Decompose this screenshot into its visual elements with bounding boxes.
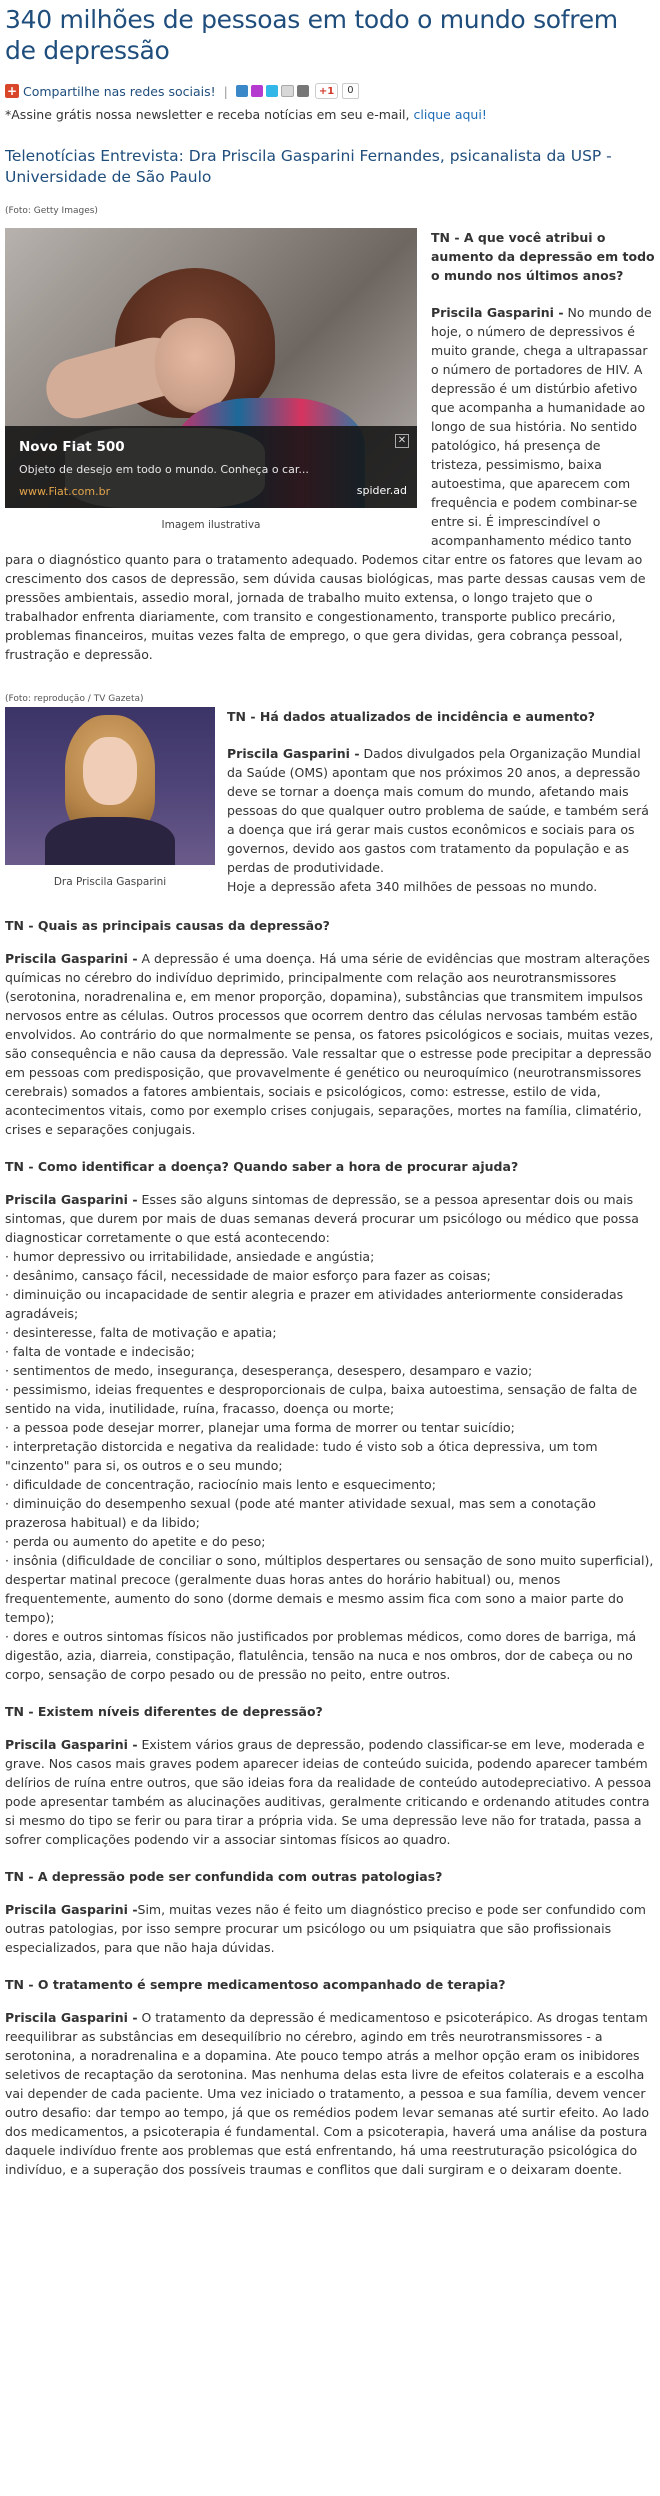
symptom-item: · a pessoa pode desejar morrer, planejar uma forma de morrer ou tentar suicídio; xyxy=(5,1420,515,1435)
figure-2 xyxy=(5,707,215,892)
figure-caption-1: Imagem ilustrativa xyxy=(161,519,261,531)
ad-description[interactable]: Objeto de desejo em todo o mundo. Conheça o car... xyxy=(19,463,309,476)
share-link[interactable]: Compartilhe nas redes sociais! xyxy=(23,83,216,99)
depressed-woman-photo xyxy=(5,228,417,508)
question-1: TN - A que você atribui o aumento da depressão em todo o mundo nos últimos anos? xyxy=(431,230,655,283)
figure-caption-2: Dra Priscila Gasparini xyxy=(53,876,167,888)
newsletter-note xyxy=(5,107,655,122)
photo-credit-2: (Foto: reprodução / TV Gazeta) xyxy=(5,694,144,704)
question-3: TN - Quais as principais causas da depressão? xyxy=(5,918,330,933)
answer-5: Priscila Gasparini - Existem vários graus de depressão, podendo classificar-se em leve, moderada e grave. Nos casos mais graves podem aparecer ideias de conteúdo suicida, podendo aparecer também delírios de ruína entre outros, que são ideias fora da realidade de conteúdo autodepreciativo. A pessoa pode apresentar também as alucinações auditivas, geralmente criticando e ordenando atitudes contra si mesmo do tipo se ferir ou para tirar a própria vida. Se uma depressão leve não for tratada, passa a sofrer complicações podendo vir a associar sintomas físicos ao quadro. xyxy=(5,1737,652,1847)
newsletter-link[interactable]: clique aqui! xyxy=(413,107,487,122)
print-icon[interactable] xyxy=(297,85,309,97)
orkut-icon[interactable] xyxy=(236,85,248,97)
answer-6: Priscila Gasparini -Sim, muitas vezes não é feito um diagnóstico preciso e pode ser confundido com outras patologias, por isso sempre procurar um psicólogo ou um psiquiatra que são profissionais especializados, para que não haja dúvidas. xyxy=(5,1902,646,1955)
question-5: TN - Existem níveis diferentes de depressão? xyxy=(5,1704,323,1719)
symptom-item: · falta de vontade e indecisão; xyxy=(5,1344,195,1359)
section-5 xyxy=(5,1702,655,1849)
speaker-1: Priscila Gasparini - xyxy=(431,305,564,320)
section-6 xyxy=(5,1867,655,1957)
symptom-item: · perda ou aumento do apetite e do peso; xyxy=(5,1534,266,1549)
symptom-item: · pessimismo, ideias frequentes e desproporcionais de culpa, baixa autoestima, sensação de falta de sentido na vida, inutilidade, ruína, fracasso, doença ou morte; xyxy=(5,1382,638,1416)
answer-2: Priscila Gasparini - Dados divulgados pela Organização Mundial da Saúde (OMS) apontam que nos próximos 20 anos, a depressão deve se tornar a doença mais comum do mundo, afetando mais pessoas do que qualquer outro problema de saúde, e também será a doença que irá gerar mais custos econômicos e sociais para os governos, devido aos gastos com tratamento da população e as perdas de produtividade. xyxy=(227,746,649,875)
symptom-item: · sentimentos de medo, insegurança, desesperança, desespero, desamparo e vazio; xyxy=(5,1363,533,1378)
speaker-4: Priscila Gasparini - xyxy=(5,1192,138,1207)
gplus-button[interactable]: +1 xyxy=(315,83,338,99)
article-title: 340 milhões de pessoas em todo o mundo sofrem de depressão xyxy=(5,5,618,65)
close-icon[interactable]: ✕ xyxy=(395,434,409,448)
article-subtitle: Telenotícias Entrevista: Dra Priscila Gasparini Fernandes, psicanalista da USP - Universidade de São Paulo xyxy=(5,147,612,186)
answer-2-extra: Hoje a depressão afeta 340 milhões de pessoas no mundo. xyxy=(227,879,598,894)
question-2: TN - Há dados atualizados de incidência e aumento? xyxy=(227,709,596,724)
speaker-7: Priscila Gasparini - xyxy=(5,2010,138,2025)
twitter-icon[interactable] xyxy=(266,85,278,97)
section-1 xyxy=(5,228,655,664)
speaker-5: Priscila Gasparini - xyxy=(5,1737,138,1752)
ad-url[interactable]: www.Fiat.com.br xyxy=(19,485,111,498)
photo-credit-1: (Foto: Getty Images) xyxy=(5,206,98,216)
answer-3: Priscila Gasparini - A depressão é uma doença. Há uma série de evidências que mostram alterações químicas no cérebro do indivíduo deprimido, principalmente com relação aos neurotransmissores (serotonina, noradrenalina e, em menor proporção, dopamina), substâncias que transmitem impulsos nervosos entre as células. Outros processos que ocorrem dentro das células nervosas também estão envolvidos. Ao contrário do que normalmente se pensa, os fatores psicológicos e sociais, muitas vezes, são consequência e não causa da depressão. Vale ressaltar que o estresse pode precipitar a depressão em pessoas com predisposição, que provavelmente é genético ou neuroquímico (neurotransmissores cerebrais) somados a fatores ambientais, sociais e psicológicos, como: estresse, estilo de vida, acontecimentos vitais, como por exemplo crises conjugais, separações, mortes na família, climatério, crises e separações conjugais. xyxy=(5,951,654,1137)
share-separator: | xyxy=(223,83,228,99)
gplus-count: 0 xyxy=(342,83,358,99)
myspace-icon[interactable] xyxy=(251,85,263,97)
speaker-2: Priscila Gasparini - xyxy=(227,746,360,761)
question-4: TN - Como identificar a doença? Quando saber a hora de procurar ajuda? xyxy=(5,1159,519,1174)
section-7 xyxy=(5,1975,655,2179)
symptom-item: · interpretação distorcida e negativa da realidade: tudo é visto sob a ótica depressiva, um tom "cinzento" para si, os outros e o seu mundo; xyxy=(5,1439,598,1473)
symptom-item: · desinteresse, falta de motivação e apatia; xyxy=(5,1325,277,1340)
symptom-item: · insônia (dificuldade de conciliar o sono, múltiplos despertares ou sensação de sono muito superficial), despertar matinal precoce (geralmente duas horas antes do horário habitual) ou, menos frequentemente, aumento do sono (dorme demais e mesmo assim fica com sono a maior parte do tempo); xyxy=(5,1553,654,1625)
answer-4: Priscila Gasparini - Esses são alguns sintomas de depressão, se a pessoa apresentar dois ou mais sintomas, que durem por mais de duas semanas deverá procurar um psicólogo ou médico que possa diagnosticar corretamente o que está acontecendo: xyxy=(5,1192,639,1245)
section-4 xyxy=(5,1157,655,1684)
ad-brand[interactable]: spider.ad xyxy=(356,484,407,497)
question-6: TN - A depressão pode ser confundida com outras patologias? xyxy=(5,1869,443,1884)
ad-banner[interactable] xyxy=(5,426,417,508)
symptom-item: · humor depressivo ou irritabilidade, ansiedade e angústia; xyxy=(5,1249,375,1264)
answer-7: Priscila Gasparini - O tratamento da depressão é medicamentoso e psicoterápico. As drogas tentam reequilibrar as substâncias em desequilíbrio no cérebro, agindo em três neurotransmissores - a serotonina, a noradrenalina e a dopamina. Ate pouco tempo atrás a melhor opção eram os inibidores seletivos de recaptação da serotonina. Mas nenhuma delas esta livre de efeitos colaterais e a escolha vai depender de cada paciente. Uma vez iniciado o tratamento, a pessoa e sua família, devem vencer outro desafio: dar tempo ao tempo, já que os remédios podem levar semanas até surtir efeito. Ao lado dos medicamentos, a psicoterapia é fundamental. Com a psicoterapia, haverá uma análise da postura daquele indivíduo frente aos problemas que está enfrentando, há uma reestruturação psicológica do indivíduo, e a superação dos possíveis traumas e conflitos que dali surgiram e o deixaram doente. xyxy=(5,2010,650,2177)
share-bar xyxy=(5,80,655,102)
answer-1: Priscila Gasparini - No mundo de hoje, o número de depressivos é muito grande, chega a ultrapassar o número de portadores de HIV. A depressão é um distúrbio afetivo que acompanha a humanidade ao longo de sua história. No sentido patológico, há presença de tristeza, pessimismo, baixa autoestima, que aparecem com frequência e podem combinar-se entre si. É imprescindível o acompanhamento médico tanto para o diagnóstico quanto para o tratamento adequado. Podemos citar entre os fatores que levam ao crescimento dos casos de depressão, sem dúvida causas biológicas, mas parte dessas causas vem de pressões ambientais, assedio moral, jornada de trabalho muito extensa, o longo trajeto que o trabalhador enfrenta diariamente, com transito e congestionamento, transporte publico precário, problemas financeiros, muitas vezes falta de emprego, o que gera dividas, gera cobrança pessoal, frustração e depressão. xyxy=(5,305,652,662)
priscila-gasparini-photo xyxy=(5,707,215,865)
symptom-item: · dificuldade de concentração, raciocínio mais lento e esquecimento; xyxy=(5,1477,436,1492)
symptom-item: · desânimo, cansaço fácil, necessidade de maior esforço para fazer as coisas; xyxy=(5,1268,491,1283)
email-icon[interactable] xyxy=(281,85,294,97)
newsletter-text: *Assine grátis nossa newsletter e receba notícias em seu e-mail, xyxy=(5,107,410,122)
symptom-item: · diminuição do desempenho sexual (pode até manter atividade sexual, mas sem a conotação prazerosa habitual) e da libido; xyxy=(5,1496,596,1530)
figure-1 xyxy=(5,228,417,535)
symptom-item: · dores e outros sintomas físicos não justificados por problemas médicos, como dores de barriga, má digestão, azia, diarreia, constipação, flatulência, tensão na nuca e nos ombros, dor de cabeça ou no corpo, sensação de corpo pesado ou de pressão no peito, entre outros. xyxy=(5,1629,637,1682)
ad-title[interactable]: Novo Fiat 500 xyxy=(19,439,125,455)
article-page xyxy=(0,4,660,2179)
symptom-item: · diminuição ou incapacidade de sentir alegria e prazer em atividades anteriormente consideradas agradáveis; xyxy=(5,1287,624,1321)
section-3 xyxy=(5,916,655,1139)
speaker-3: Priscila Gasparini - xyxy=(5,951,138,966)
speaker-6: Priscila Gasparini - xyxy=(5,1902,138,1917)
plus-square-icon[interactable]: + xyxy=(6,84,18,98)
question-7: TN - O tratamento é sempre medicamentoso acompanhado de terapia? xyxy=(5,1977,506,1992)
section-2 xyxy=(5,707,655,898)
